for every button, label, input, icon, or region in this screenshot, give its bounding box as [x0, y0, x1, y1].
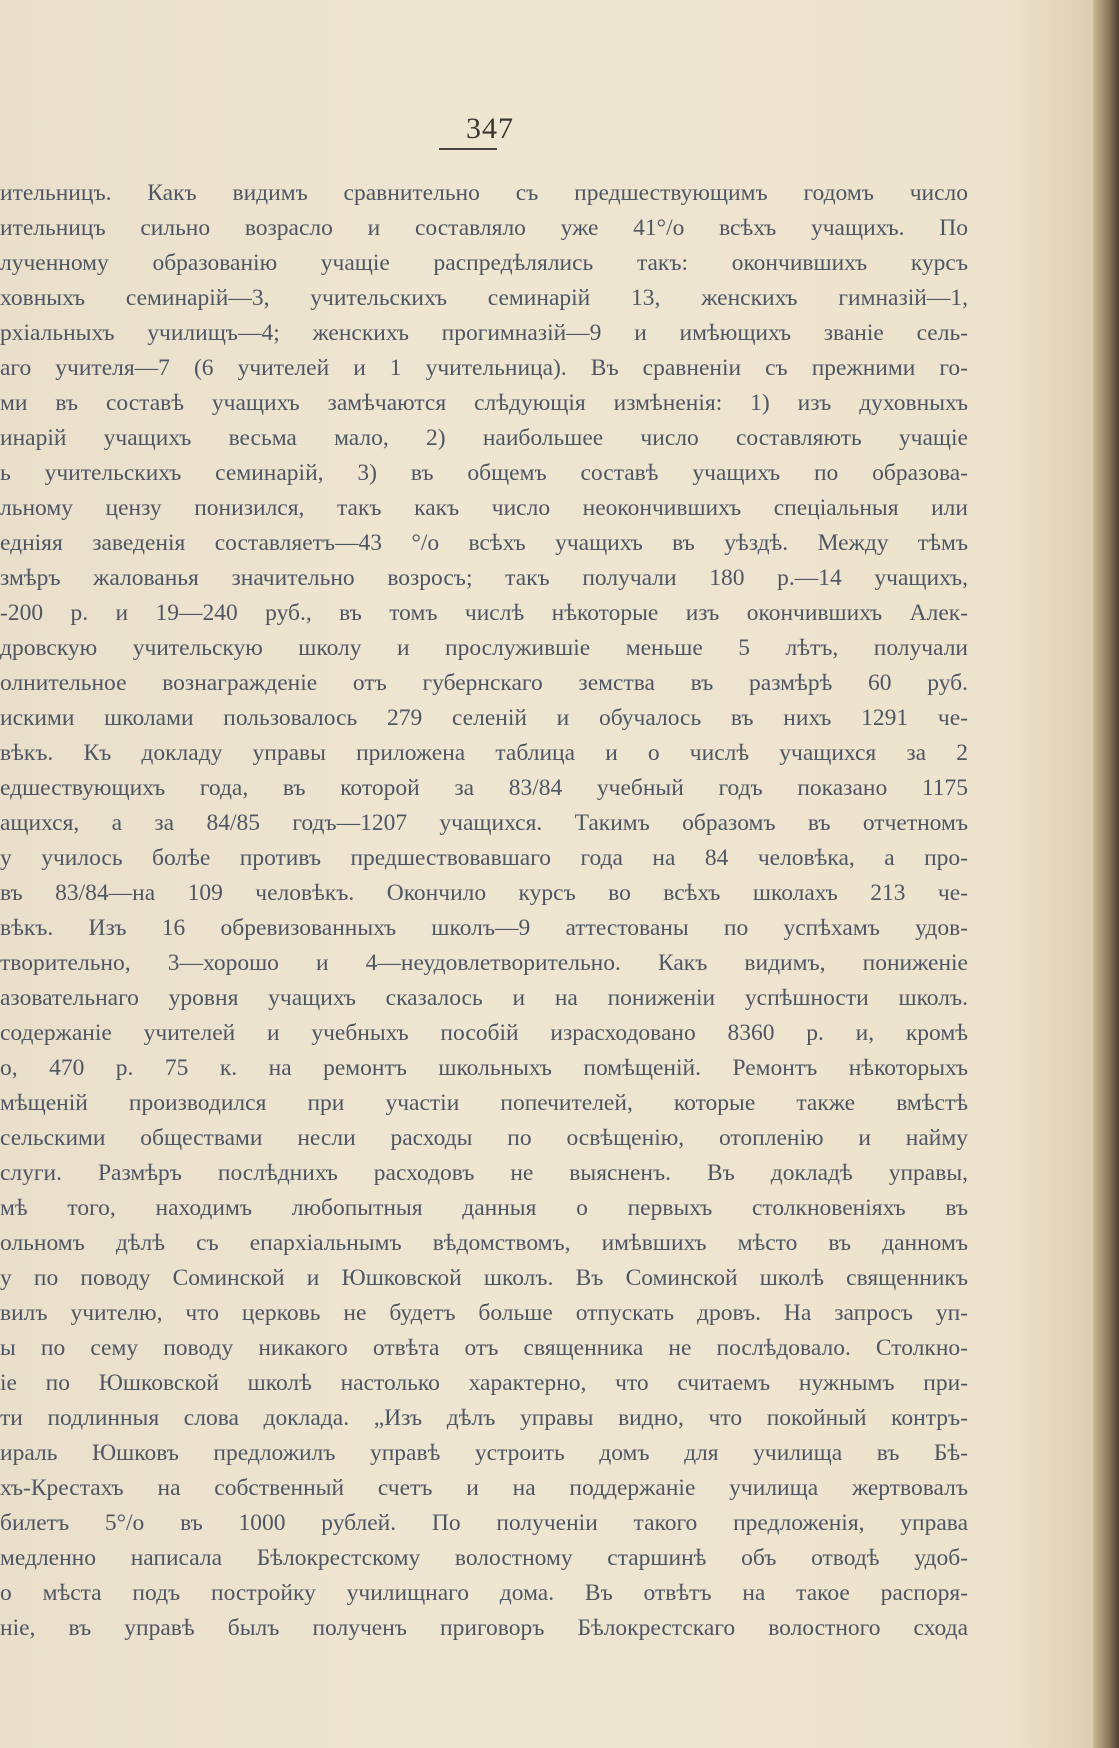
text-line: у по поводу Соминской и Юшковской школъ. Въ Соминской школѣ священникъ [0, 1265, 968, 1291]
text-line: искими школами пользовалось 279 селеній и обучалось въ нихъ 1291 че- [0, 705, 968, 731]
text-line: ми въ составѣ учащихъ замѣчаются слѣдующія измѣненія: 1) изъ духовныхъ [0, 390, 968, 416]
text-line: іе по Юшковской школѣ настолько характерно, что считаемъ нужнымъ при- [0, 1370, 968, 1396]
text-line: ольномъ дѣлѣ съ епархіальнымъ вѣдомствомъ, имѣвшихъ мѣсто въ данномъ [0, 1230, 968, 1256]
text-line: медленно написала Бѣлокрестскому волостному старшинѣ объ отводѣ удоб- [0, 1545, 968, 1571]
text-line: едшествующихъ года, въ которой за 83/84 учебный годъ показано 1175 [0, 775, 968, 801]
text-line: ащихся, а за 84/85 годъ—1207 учащихся. Такимъ образомъ въ отчетномъ [0, 810, 968, 836]
text-line: вѣкъ. Изъ 16 обревизованныхъ школъ—9 аттестованы по успѣхамъ удов- [0, 915, 968, 941]
text-line: въ 83/84—на 109 человѣкъ. Окончило курсъ во всѣхъ школахъ 213 че- [0, 880, 968, 906]
text-line: -200 р. и 19—240 руб., въ томъ числѣ нѣкоторые изъ окончившихъ Алек- [0, 600, 968, 626]
text-line: ы по сему поводу никакого отвѣта отъ священника не послѣдовало. Столкно- [0, 1335, 968, 1361]
text-line: льному цензу понизился, такъ какъ число неокончившихъ спеціальныя или [0, 495, 968, 521]
text-line: мѣ того, находимъ любопытныя данныя о первыхъ столкновеніяхъ въ [0, 1195, 968, 1221]
text-line: ти подлинныя слова доклада. „Изъ дѣлъ управы видно, что покойный контръ- [0, 1405, 968, 1431]
text-line: содержаніе учителей и учебныхъ пособій израсходовано 8360 р. и, кромѣ [0, 1020, 968, 1046]
text-line: рхіальныхъ училищъ—4; женскихъ прогимназій—9 и имѣющихъ званіе сель- [0, 320, 968, 346]
text-line: мѣщеній производился при участіи попечителей, которые также вмѣстѣ [0, 1090, 968, 1116]
text-line: дровскую учительскую школу и прослужившіе меньше 5 лѣтъ, получали [0, 635, 968, 661]
text-line: змѣръ жалованья значительно возросъ; такъ получали 180 р.—14 учащихъ, [0, 565, 968, 591]
page-number: 347 [466, 112, 514, 145]
text-line: билетъ 5°/о въ 1000 рублей. По полученіи такого предложенія, управа [0, 1510, 968, 1536]
text-line: слуги. Размѣръ послѣднихъ расходовъ не выясненъ. Въ докладѣ управы, [0, 1160, 968, 1186]
text-line: лученному образованію учащіе распредѣлялись такъ: окончившихъ курсъ [0, 250, 968, 276]
text-line: олнительное вознагражденіе отъ губернскаго земства въ размѣрѣ 60 руб. [0, 670, 968, 696]
text-line: о, 470 р. 75 к. на ремонтъ школьныхъ помѣщеній. Ремонтъ нѣкоторыхъ [0, 1055, 968, 1081]
text-line: ь учительскихъ семинарій, 3) въ общемъ составѣ учащихъ по образова- [0, 460, 968, 486]
text-line: о мѣста подъ постройку училищнаго дома. Въ отвѣтъ на такое распоря- [0, 1580, 968, 1606]
page-number-rule [439, 148, 497, 150]
text-line: ховныхъ семинарій—3, учительскихъ семинарій 13, женскихъ гимназій—1, [0, 285, 968, 311]
text-line: ираль Юшковъ предложилъ управѣ устроить домъ для училища въ Бѣ- [0, 1440, 968, 1466]
text-line: ніе, въ управѣ былъ полученъ приговоръ Бѣлокрестскаго волостного схода [0, 1615, 968, 1641]
text-line: едніяя заведенія составляетъ—43 °/о всѣхъ учащихъ въ уѣздѣ. Между тѣмъ [0, 530, 968, 556]
text-line: ительницъ. Какъ видимъ сравнительно съ предшествующимъ годомъ число [0, 180, 968, 206]
body-text [0, 176, 1045, 1646]
text-line: творительно, 3—хорошо и 4—неудовлетворительно. Какъ видимъ, пониженіе [0, 950, 968, 976]
text-line: ительницъ сильно возрасло и составляло уже 41°/о всѣхъ учащихъ. По [0, 215, 968, 241]
text-line: хъ-Крестахъ на собственный счетъ и на поддержаніе училища жертвовалъ [0, 1475, 968, 1501]
text-line: сельскими обществами несли расходы по освѣщенію, отопленію и найму [0, 1125, 968, 1151]
text-line: азовательнаго уровня учащихъ сказалось и на пониженіи успѣшности школъ. [0, 985, 968, 1011]
text-line: аго учителя—7 (6 учителей и 1 учительница). Въ сравненіи съ прежними го- [0, 355, 968, 381]
text-line: инарій учащихъ весьма мало, 2) наибольшее число составляють учащіе [0, 425, 968, 451]
text-line: у училось болѣе противъ предшествовавшаго года на 84 человѣка, а про- [0, 845, 968, 871]
text-line: вилъ учителю, что церковь не будетъ больше отпускать дровъ. На запросъ уп- [0, 1300, 968, 1326]
text-line: вѣкъ. Къ докладу управы приложена таблица и о числѣ учащихся за 2 [0, 740, 968, 766]
page-edge-shadow [1093, 0, 1119, 1748]
